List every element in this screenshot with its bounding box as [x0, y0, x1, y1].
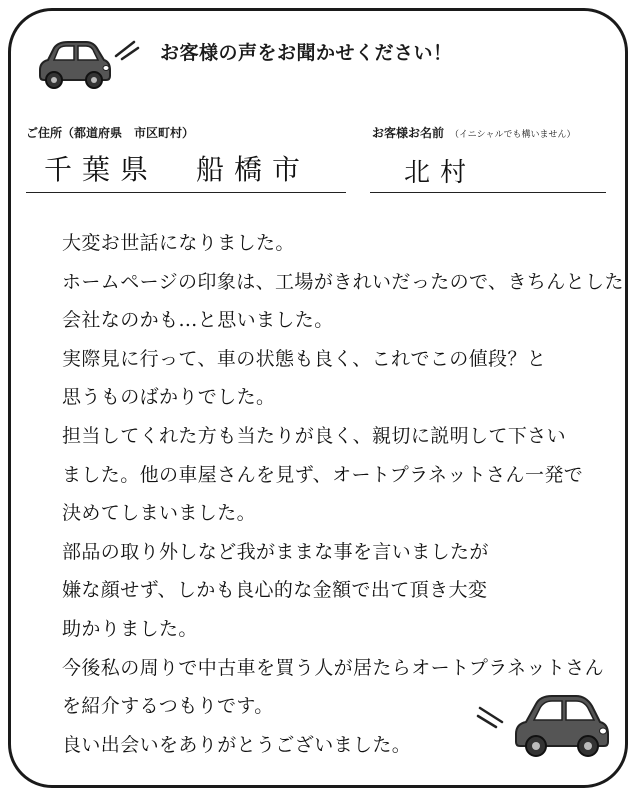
message-line: 今後私の周りで中古車を買う人が居たらオートプラネットさん: [62, 656, 605, 679]
message-line: ました。他の車屋さんを見ず、オートプラネットさん一発で: [62, 463, 584, 486]
message-line: 良い出会いをありがとうございました。: [62, 733, 412, 756]
message-line: 大変お世話になりました。: [62, 232, 295, 254]
customer-name-value: 北村: [404, 158, 477, 188]
message-line: 部品の取り外しなど我がままな事を言いましたが: [62, 540, 489, 563]
address-value: 千葉県 船橋市: [44, 153, 311, 186]
message-line: 担当してくれた方も当たりが良く、親切に説明して下さい: [62, 424, 567, 447]
message-line: 助かりました。: [62, 617, 198, 640]
message-line: 実際見に行って、車の状態も良く、これでこの値段？と: [62, 347, 547, 370]
speed-lines-icon: [112, 36, 142, 62]
message-line: ホームページの印象は、工場がきれいだったので、きちんとした: [62, 270, 624, 293]
address-label: ご住所（都道府県 市区町村）: [26, 126, 195, 140]
customer-name-note: （イニシャルでも構いません）: [450, 130, 576, 140]
message-line: を紹介するつもりです。: [62, 695, 274, 718]
address-underline: [26, 192, 346, 193]
customer-name-label: [372, 124, 575, 141]
message-line: 決めてしまいました。: [62, 502, 257, 525]
car-icon: [32, 34, 112, 92]
message-line: 思うものばかりでした。: [62, 386, 276, 409]
page-title: お客様の声をお聞かせください！: [160, 42, 453, 64]
name-underline: [370, 192, 606, 193]
customer-name-label-text: お客様お名前: [372, 126, 445, 140]
message-line: 嫌な顔せず、しかも良心的な金額で出て頂き大変: [62, 579, 488, 602]
speed-lines-icon: [476, 700, 512, 730]
car-icon: [508, 684, 612, 764]
message-line: 会社なのかも…と思いました。: [62, 309, 334, 332]
